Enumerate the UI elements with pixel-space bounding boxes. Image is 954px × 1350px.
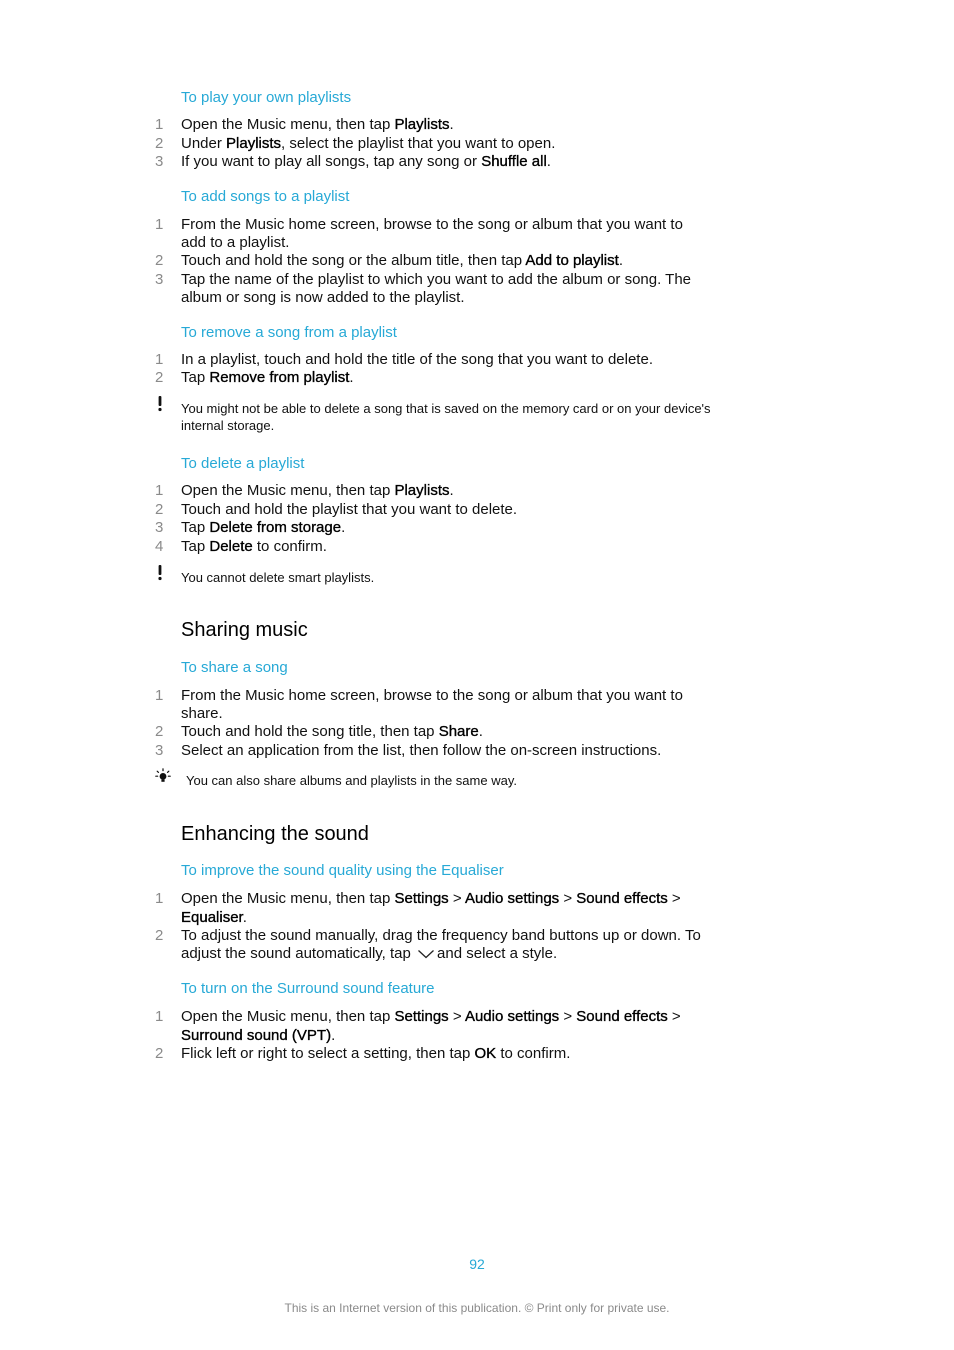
step-number: 1	[155, 1008, 164, 1025]
exclamation-icon	[157, 565, 163, 586]
step-text: Open the Music menu, then tap Playlists.	[181, 482, 454, 499]
step-number: 1	[155, 216, 164, 233]
step-text: Touch and hold the playlist that you want to delete.	[181, 501, 518, 518]
step-text: Touch and hold the song or the album title, then tap Add to playlist.	[181, 252, 623, 269]
tip-text: You can also share albums and playlists in the same way.	[186, 773, 517, 788]
step-number: 1	[155, 890, 164, 907]
step-number: 2	[155, 1045, 164, 1062]
step-number: 1	[155, 351, 164, 368]
step-number: 3	[155, 153, 164, 170]
step-text: Tap Delete from storage.	[181, 519, 346, 536]
note-text: You might not be able to delete a song that is saved on the memory card or on your device's	[181, 401, 711, 416]
step-text-continued: share.	[181, 705, 223, 722]
step-number: 1	[155, 482, 164, 499]
step-text: Flick left or right to select a setting, then tap OK to confirm.	[181, 1045, 571, 1062]
lightbulb-icon	[155, 768, 171, 789]
section-title-sharing-music: Sharing music	[181, 619, 308, 641]
subheading-share-song: To share a song	[181, 659, 288, 676]
step-number: 2	[155, 252, 164, 269]
step-text: In a playlist, touch and hold the title of the song that you want to delete.	[181, 351, 653, 368]
step-number: 3	[155, 519, 164, 536]
note-text-continued: internal storage.	[181, 418, 275, 433]
step-number: 2	[155, 501, 164, 518]
step-number: 4	[155, 538, 164, 555]
step-text-continued: Surround sound (VPT).	[181, 1027, 336, 1044]
step-text-continued: adjust the sound automatically, tap and select a style.	[181, 945, 558, 962]
step-text: Open the Music menu, then tap Playlists.	[181, 116, 454, 133]
step-number: 1	[155, 116, 164, 133]
chevron-down-icon	[417, 946, 435, 963]
page-number: 92	[469, 1256, 485, 1272]
step-text-continued: add to a playlist.	[181, 234, 290, 251]
step-text: To adjust the sound manually, drag the frequency band buttons up or down. To	[181, 927, 701, 944]
section-title-enhancing-sound: Enhancing the sound	[181, 823, 369, 845]
step-text: Tap Remove from playlist.	[181, 369, 354, 386]
step-number: 2	[155, 723, 164, 740]
subheading-add-songs: To add songs to a playlist	[181, 188, 350, 205]
subheading-delete-playlist: To delete a playlist	[181, 455, 305, 472]
step-number: 1	[155, 687, 164, 704]
subheading-equaliser: To improve the sound quality using the Equaliser	[181, 862, 504, 879]
subheading-surround-sound: To turn on the Surround sound feature	[181, 980, 435, 997]
subheading-play-playlists: To play your own playlists	[181, 89, 352, 106]
step-text: If you want to play all songs, tap any song or Shuffle all.	[181, 153, 551, 170]
step-text: Select an application from the list, then follow the on-screen instructions.	[181, 742, 662, 759]
step-text-continued: album or song is now added to the playlist.	[181, 289, 465, 306]
step-number: 2	[155, 369, 164, 386]
step-text: From the Music home screen, browse to the song or album that you want to	[181, 216, 683, 233]
step-text: Touch and hold the song title, then tap Share.	[181, 723, 483, 740]
note-text: You cannot delete smart playlists.	[181, 570, 375, 585]
step-text: Tap Delete to confirm.	[181, 538, 327, 555]
step-number: 3	[155, 271, 164, 288]
step-text: Open the Music menu, then tap Settings > Audio settings > Sound effects >	[181, 890, 681, 907]
step-text: Tap the name of the playlist to which you want to add the album or song. The	[181, 271, 692, 288]
step-text: From the Music home screen, browse to the song or album that you want to	[181, 687, 683, 704]
step-text: Under Playlists, select the playlist that you want to open.	[181, 135, 556, 152]
step-number: 2	[155, 135, 164, 152]
step-number: 3	[155, 742, 164, 759]
subheading-remove-song: To remove a song from a playlist	[181, 324, 397, 341]
step-text-continued: Equaliser.	[181, 909, 247, 926]
footer-notice: This is an Internet version of this publication. © Print only for private use.	[284, 1301, 670, 1315]
step-number: 2	[155, 927, 164, 944]
step-text: Open the Music menu, then tap Settings > Audio settings > Sound effects >	[181, 1008, 681, 1025]
exclamation-icon	[157, 396, 163, 417]
